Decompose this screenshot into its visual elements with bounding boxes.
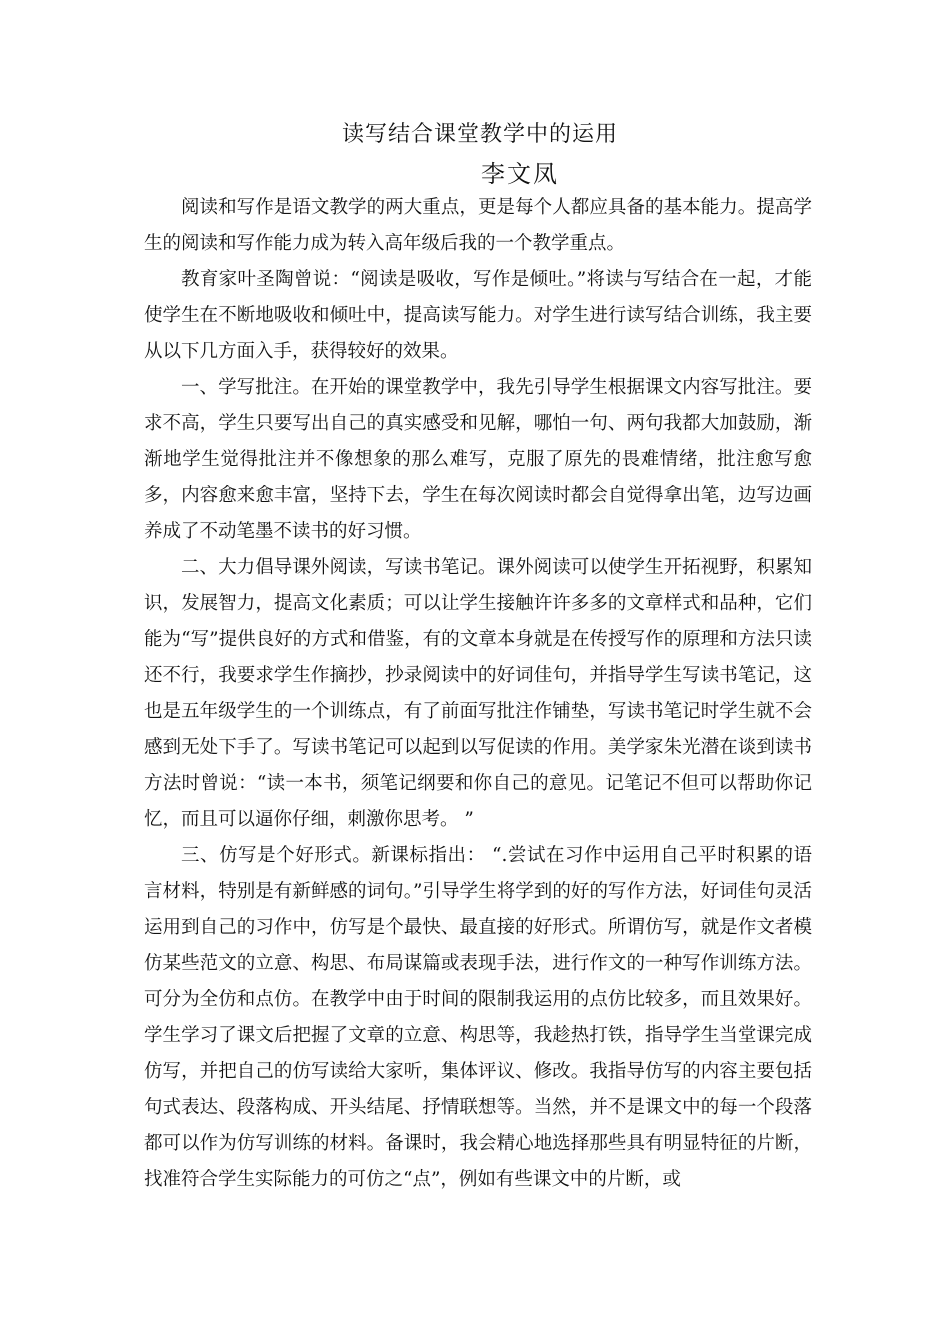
document-title: 读写结合课堂教学中的运用 xyxy=(341,122,618,147)
paragraph-section-reading-notes: 二、大力倡导课外阅读，写读书笔记。课外阅读可以使学生开拓视野，积累知识，发展智力，提高文化素质；可以让学生接触许许多多的文章样式和品种，它们能为“写”提供良好的方式和借鉴，有的文章本身就是在传授写作的原理和方法只读还不行，我要求学生作摘抄，抄录阅读中的好词佳句，并指导学生写读书笔记，这也是五年级学生的一个训练点，有了前面写批注作铺垫，写读书笔记时学生就不会感到无处下手了。写读书笔记可以起到以写促读的作用。美学家朱光潜在谈到读书方法时曾说：“读一本书，须笔记纲要和你自己的意见。记笔记不但可以帮助你记忆，而且可以逼你仔细，刺激你思考。 ” xyxy=(144,557,812,830)
paragraph-section-imitation-writing: 三、仿写是个好形式。新课标指出： “.尝试在习作中运用自己平时积累的语言材料，特别是有新鲜感的词句。”引导学生将学到的好的写作方法，好词佳句灵活运用到自己的习作中，仿写是个最快、最直接的好形式。所谓仿写，就是作文者模仿某些范文的立意、构思、布局谋篇或表现手法，进行作文的一种写作训练方法。可分为全仿和点仿。在教学中由于时间的限制我运用的点仿比较多，而且效果好。学生学习了课文后把握了文章的立意、构思等，我趁热打铁，指导学生当堂课完成仿写，并把自己的仿写读给大家听，集体评议、修改。我指导仿写的内容主要包括句式表达、段落构成、开头结尾、抒情联想等。当然，并不是课文中的每一个段落都可以作为仿写训练的材料。备课时，我会精心地选择那些具有明显特征的片断，找准符合学生实际能力的可仿之“点”，例如有些课文中的片断，或 xyxy=(144,845,812,1190)
paragraph-intro: 阅读和写作是语文教学的两大重点，更是每个人都应具备的基本能力。提高学生的阅读和写作能力成为转入高年级后我的一个教学重点。 xyxy=(144,197,812,254)
document-body xyxy=(144,190,812,1198)
document-author: 李文凤 xyxy=(481,160,559,188)
paragraph-quote-ye-shengtao: 教育家叶圣陶曾说：“阅读是吸收，写作是倾吐。”将读与写结合在一起，才能使学生在不断地吸收和倾吐中，提高读写能力。对学生进行读写结合训练，我主要从以下几方面入手，获得较好的效果。 xyxy=(144,269,812,362)
paragraph-section-annotation: 一、学写批注。在开始的课堂教学中，我先引导学生根据课文内容写批注。要求不高，学生只要写出自己的真实感受和见解，哪怕一句、两句我都大加鼓励，渐渐地学生觉得批注并不像想象的那么难写，克服了原先的畏难情绪，批注愈写愈多，内容愈来愈丰富，坚持下去，学生在每次阅读时都会自觉得拿出笔，边写边画养成了不动笔墨不读书的好习惯。 xyxy=(144,377,812,542)
